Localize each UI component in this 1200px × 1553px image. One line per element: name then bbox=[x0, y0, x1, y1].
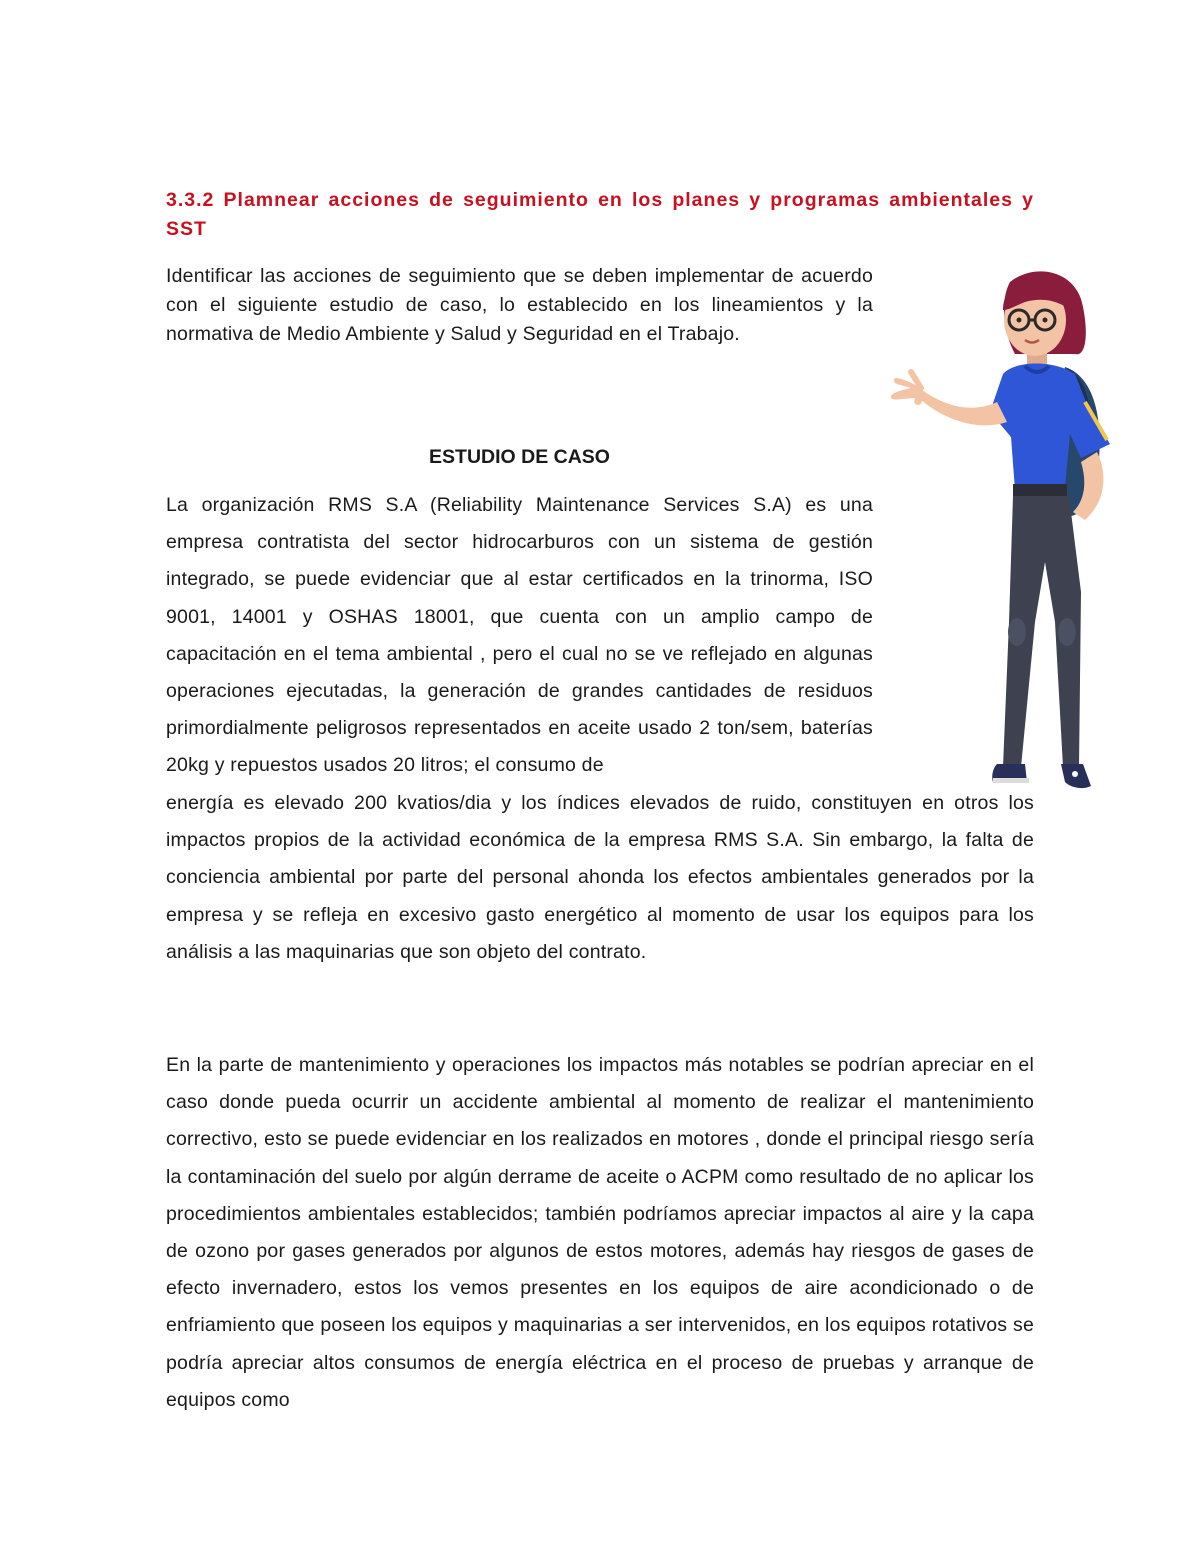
belt bbox=[1013, 484, 1067, 498]
shoes bbox=[992, 764, 1091, 788]
section-heading: 3.3.2 Plamnear acciones de seguimiento en los planes y programas ambientales y SST bbox=[166, 189, 1034, 240]
case-study-paragraph-part2: energía es elevado 200 kvatios/dia y los índices elevados de ruido, constituyen en otros los impactos propios de la actividad económica de la empresa RMS S.A. Sin embargo, la falta de conciencia ambiental por parte del personal ahonda los efectos ambientales generados por la empresa y se refleja en excesivo gasto energético al momento de usar los equipos para los análisis a las maquinarias que son objeto del contrato. bbox=[166, 792, 1034, 963]
case-study-title: ESTUDIO DE CASO bbox=[429, 446, 610, 468]
maintenance-paragraph: En la parte de mantenimiento y operaciones los impactos más notables se podrían apreciar en el caso donde pueda ocurrir un accidente ambiental al momento de realizar el mantenimiento correctivo, esto se puede evidenciar en los realizados en motores , donde el principal riesgo sería la contaminación del suelo por algún derrame de aceite o ACPM como resultado de no aplicar los procedimientos ambientales establecidos; también podríamos apreciar impactos al aire y la capa de ozono por gases generados por algunos de estos motores, además hay riesgos de gases de efecto invernadero, estos los vemos presentes en los equipos de aire acondicionado o de enfriamiento que poseen los equipos y maquinarias a ser intervenidos, en los equipos rotativos se podría apreciar altos consumos de energía eléctrica en el proceso de pruebas y arranque de equipos como bbox=[166, 1054, 1034, 1411]
pants bbox=[1003, 496, 1081, 767]
intro-paragraph: Identificar las acciones de seguimiento que se deben implementar de acuerdo con el siguiente estudio de caso, lo establecido en los lineamientos y la normativa de Medio Ambiente y Salud y Seguridad en el Trabajo. bbox=[166, 265, 873, 345]
pointing-arm bbox=[891, 372, 1007, 425]
case-study-paragraph-part1: La organización RMS S.A (Reliability Maintenance Services S.A) es una empresa contratista del sector hidrocarburos con un sistema de gestión integrado, se puede evidenciar que al estar certificados en la trinorma, ISO 9001, 14001 y OSHAS 18001, que cuenta con un amplio campo de capacitación en el tema ambiental , pero el cual no se ve reflejado en algunas operaciones ejecutadas, la generación de grandes cantidades de residuos primordialmente peligrosos representados en aceite usado 2 ton/sem, baterías 20kg y repuestos usados 20 litros; el consumo de bbox=[166, 494, 873, 777]
woman-pointing-illustration bbox=[885, 262, 1125, 794]
